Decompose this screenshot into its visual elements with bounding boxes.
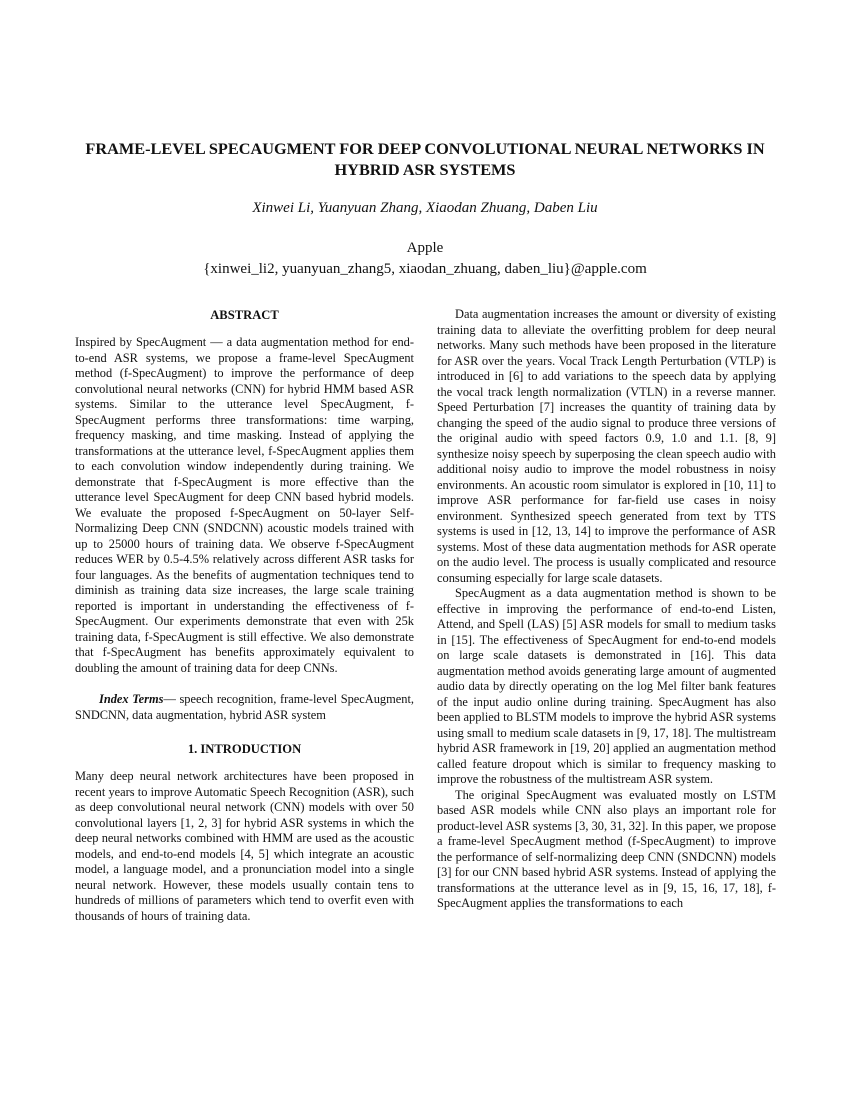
intro-paragraph-3: SpecAugment as a data augmentation method is shown to be effective in improving the performance of end-to-end Listen, Attend, and Spell (LAS) [5] ASR models for small to medium tasks in [15]. The effectiveness of SpecAugment for end-to-end models on large scale datasets is demonstrated in [16]. This data augmentation method avoids generating large amount of augmented audio data by directly operating on the log Mel filter bank features of the input audio online during training. SpecAugment has also been applied to BLSTM models to improve the hybrid ASR systems using small to medium scale datasets in [9, 17, 18]. The multistream hybrid ASR framework in [19, 20] applied an augmentation method called feature dropout which is similar to frequency masking to improve the robustness of the multistream ASR system. bbox=[437, 586, 776, 786]
author-list: Xinwei Li, Yuanyuan Zhang, Xiaodan Zhuang, Daben Liu bbox=[252, 200, 598, 216]
introduction-heading: 1. INTRODUCTION bbox=[187, 742, 302, 756]
index-terms bbox=[75, 692, 414, 723]
paper-title: FRAME-LEVEL SPECAUGMENT FOR DEEP CONVOLUTIONAL NEURAL NETWORKS IN HYBRID ASR SYSTEMS bbox=[85, 139, 765, 179]
intro-paragraph-4: The original SpecAugment was evaluated mostly on LSTM based ASR models while CNN also plays an important role for product-level ASR systems [3, 30, 31, 32]. In this paper, we propose a frame-level SpecAugment method (f-SpecAugment) to improve the performance of self-normalizing deep CNN (SNDCNN) models [3] for our CNN based hybrid ASR systems. Instead of applying the transformations at the utterance level as in [9, 15, 16, 17, 18], f-SpecAugment applies the transformations to each bbox=[437, 787, 776, 910]
left-column bbox=[75, 307, 414, 924]
right-column bbox=[437, 307, 776, 912]
index-terms-separator: — bbox=[163, 692, 180, 706]
introduction-paragraph-1: Many deep neural network architectures have been proposed in recent years to improve Automatic Speech Recognition (ASR), such as deep convolutional neural network (CNN) models with over 50 convolutional layers [1, 2, 3] for hybrid ASR systems in which the deep neural networks combined with HMM are used as the acoustic models, and end-to-end models [4, 5] which integrate an acoustic model, a language model, and a pronunciation model into a single neural network. However, these models usually contain tens to hundreds of millions of parameters which tend to overfit even with thousands of hours of training data. bbox=[75, 769, 414, 923]
abstract-text: Inspired by SpecAugment — a data augmentation method for end-to-end ASR systems, we propose a frame-level SpecAugment method (f-SpecAugment) to improve the performance of deep convolutional neural networks (CNN) for hybrid HMM based ASR systems. Similar to the utterance level SpecAugment, f-SpecAugment performs three transformations: time warping, frequency masking, and time masking. Instead of applying the transformations at the utterance level, f-SpecAugment applies them to each convolution window independently during training. We demonstrate that f-SpecAugment is more effective than the utterance level SpecAugment for deep CNN based hybrid models. We evaluate the proposed f-SpecAugment on 50-layer Self-Normalizing Deep CNN (SNDCNN) acoustic models trained with up to 25000 hours of training data. We observe f-SpecAugment reduces WER by 0.5-4.5% relatively across different ASR tasks for four languages. As the benefits of augmentation techniques tend to diminish as training data size increases, the large scale training reported is important in understanding the effectiveness of f-SpecAugment. Our experiments demonstrate that even with 25k training data, f-SpecAugment is still effective. We also demonstrate that f-SpecAugment has benefits approximately equivalent to doubling the amount of training data for deep CNNs. bbox=[75, 335, 414, 675]
abstract-heading: ABSTRACT bbox=[210, 308, 279, 322]
index-terms-text: speech recognition, frame-level SpecAugment, SNDCNN, data augmentation, hybrid ASR system bbox=[75, 692, 414, 722]
author-emails: {xinwei_li2, yuanyuan_zhang5, xiaodan_zhuang, daben_liu}@apple.com bbox=[203, 261, 647, 277]
intro-paragraph-2: Data augmentation increases the amount or diversity of existing training data to alleviate the overfitting problem for deep neural networks. Many such methods have been proposed in the literature for ASR over the years. Vocal Track Length Perturbation (VTLP) is introduced in [6] to add variations to the speech data by applying the vocal track length normalization (VTLN) in a reverse manner. Speed Perturbation [7] increases the quantity of training data by changing the speed of the audio signal to produce three versions of the original audio with speed factors 0.9, 1.0 and 1.1. [8, 9] synthesize noisy speech by superposing the clean speech audio with additional noisy audio to improve the model robustness in noisy environments. An acoustic room simulator is explored in [10, 11] to improve ASR performance for far-field use cases in noisy environment. Synthesized speech generated from text by TTS systems is used in [12, 13, 14] to improve the performance of ASR systems. Most of these data augmentation methods for ASR operate on the audio level. The process is usually complicated and resource consuming especially for large scale datasets. bbox=[437, 307, 776, 585]
index-terms-label: Index Terms bbox=[99, 692, 164, 706]
affiliation: Apple bbox=[406, 240, 444, 256]
